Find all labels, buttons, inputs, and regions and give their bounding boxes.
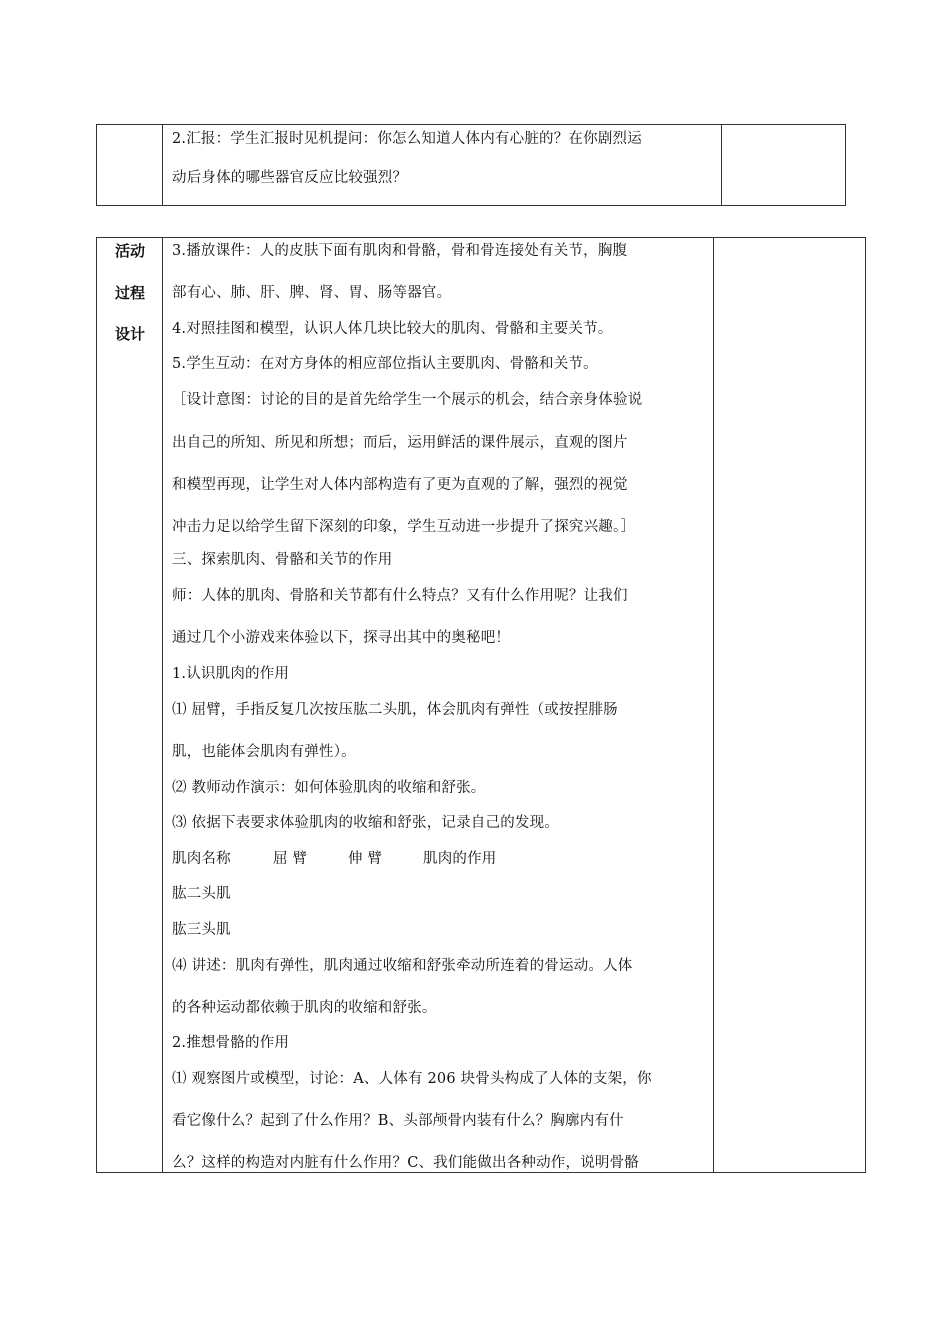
- top-content-cell: [163, 125, 721, 205]
- text-line: 5.学生互动：在对方身体的相应部位指认主要肌肉、骨骼和关节。: [172, 356, 598, 372]
- text-line: 出自己的所知、所见和所想；而后，运用鲜活的课件展示，直观的图片: [172, 435, 628, 451]
- top-table: [96, 124, 846, 206]
- header-bend-arm: 屈 臂: [273, 851, 308, 867]
- text-line: 2.汇报：学生汇报时见机提问：你怎么知道人体内有心脏的？在你剧烈运: [172, 131, 642, 147]
- header-muscle-name: 肌肉名称: [172, 851, 231, 867]
- text-line: ⑵ 教师动作演示：如何体验肌肉的收缩和舒张。: [172, 780, 486, 796]
- text-line: 2.推想骨骼的作用: [172, 1035, 290, 1051]
- text-line: 和模型再现，让学生对人体内部构造有了更为直观的了解，强烈的视觉: [172, 477, 628, 493]
- text-line: 看它像什么？起到了什么作用？B、头部颅骨内装有什么？胸廓内有什: [172, 1113, 624, 1129]
- content-cell: [163, 238, 713, 1172]
- text-line: 肱三头肌: [172, 922, 231, 938]
- inner-table-header: [172, 849, 497, 869]
- text-line: 部有心、肺、肝、脾、肾、胃、肠等器官。: [172, 285, 452, 301]
- column-divider: [721, 125, 722, 205]
- text-line: ［设计意图：讨论的目的是首先给学生一个展示的机会，结合亲身体验说: [172, 392, 643, 408]
- text-line: 肱二头肌: [172, 886, 231, 902]
- text-line: 师：人体的肌肉、骨胳和关节都有什么特点？又有什么作用呢？让我们: [172, 588, 628, 604]
- label-line: 过程: [114, 284, 145, 302]
- header-extend-arm: 伸 臂: [348, 851, 383, 867]
- text-line: 么？这样的构造对内脏有什么作用？C、我们能做出各种动作，说明骨骼: [172, 1155, 639, 1171]
- text-line: 1.认识肌肉的作用: [172, 666, 290, 682]
- column-divider: [713, 238, 714, 1172]
- text-line: ⑶ 依据下表要求体验肌肉的收缩和舒张，记录自己的发现。: [172, 815, 560, 831]
- main-table: [96, 237, 866, 1173]
- text-line: 3.播放课件：人的皮肤下面有肌肉和骨骼，骨和骨连接处有关节，胸腹: [172, 243, 628, 259]
- header-muscle-function: 肌肉的作用: [423, 851, 497, 867]
- text-line: 冲击力足以给学生留下深刻的印象，学生互动进一步提升了探究兴趣。］: [172, 519, 636, 535]
- label-line: 设计: [114, 325, 145, 343]
- text-line: 通过几个小游戏来体验以下，探寻出其中的奥秘吧！: [172, 630, 511, 646]
- label-cell: [97, 238, 162, 1172]
- text-line: ⑴ 屈臂，手指反复几次按压肱二头肌，体会肌肉有弹性（或按捏腓肠: [172, 702, 618, 718]
- text-line: 三、探索肌肉、骨骼和关节的作用: [172, 552, 393, 568]
- text-line: ⑴ 观察图片或模型，讨论：A、人体有 206 块骨头构成了人体的支架，你: [172, 1071, 652, 1087]
- text-line: ⑷ 讲述：肌肉有弹性，肌肉通过收缩和舒张牵动所连着的骨运动。人体: [172, 958, 633, 974]
- text-line: 4.对照挂图和模型，认识人体几块比较大的肌肉、骨骼和主要关节。: [172, 321, 613, 337]
- text-line: 肌，也能体会肌肉有弹性）。: [172, 744, 356, 760]
- text-line: 动后身体的哪些器官反应比较强烈？: [172, 170, 408, 186]
- label-line: 活动: [114, 242, 145, 260]
- text-line: 的各种运动都依赖于肌肉的收缩和舒张。: [172, 1000, 437, 1016]
